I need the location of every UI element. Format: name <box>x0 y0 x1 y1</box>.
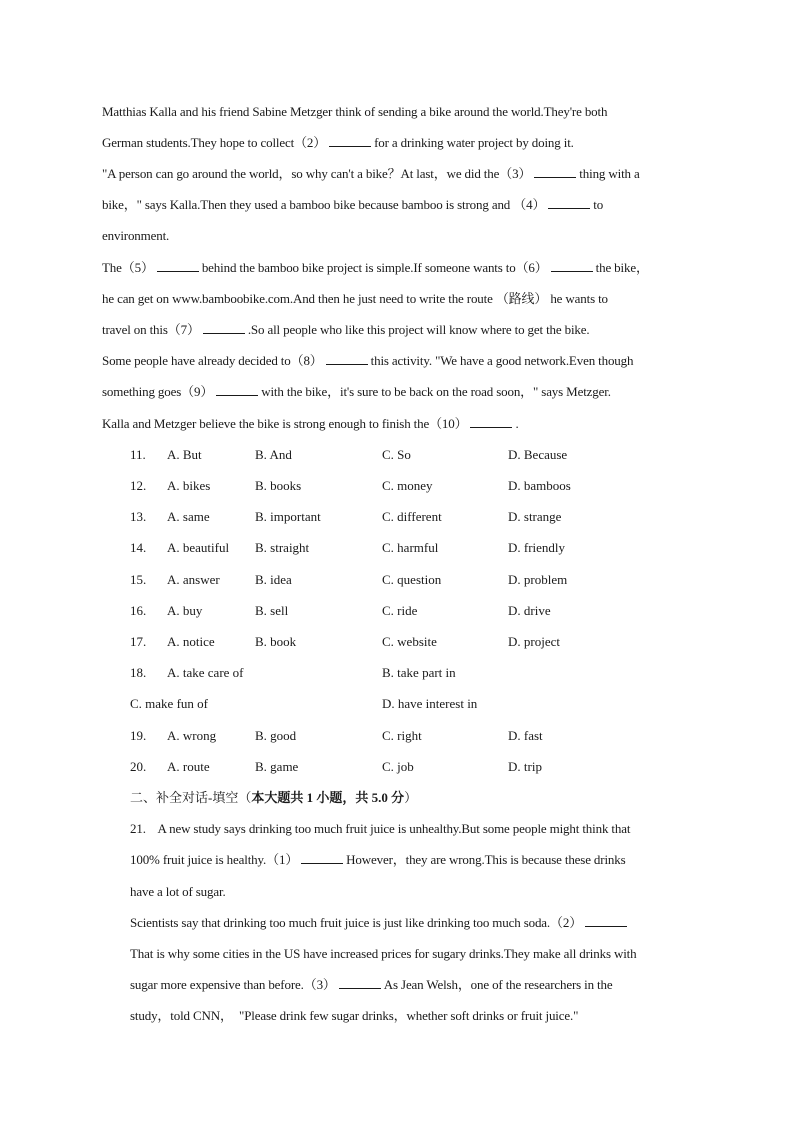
option-b[interactable]: B. good <box>255 728 297 743</box>
option-d[interactable]: D. friendly <box>508 540 566 555</box>
option-d[interactable]: D. problem <box>508 572 568 587</box>
passage-text: this activity. "We have a good network.Even though <box>370 353 634 368</box>
question-number: 12. <box>130 478 147 493</box>
passage-line-5: environment. <box>102 228 170 243</box>
answer-blank-9[interactable] <box>216 384 258 396</box>
option-c[interactable]: C. money <box>382 478 433 493</box>
passage-text: Kalla and Metzger believe the bike is strong enough to finish the（10） <box>102 416 468 431</box>
question-number: 20. <box>130 759 147 774</box>
passage-line-2 <box>102 135 574 151</box>
q21-line-4 <box>130 915 630 931</box>
q21-line-3: have a lot of sugar. <box>130 884 226 899</box>
question-number: 14. <box>130 540 147 555</box>
section-heading-prefix: 二、补全对话-填空（ <box>130 790 252 805</box>
answer-blank-10[interactable] <box>470 416 512 428</box>
option-a[interactable]: A. But <box>167 447 202 462</box>
option-d[interactable]: D. fast <box>508 728 543 743</box>
passage-text: However，they are wrong.This is because these drinks <box>346 852 626 867</box>
passage-text: 100% fruit juice is healthy.（1） <box>130 852 299 867</box>
option-a[interactable]: A. take care of <box>167 665 244 680</box>
option-d[interactable]: D. trip <box>508 759 542 774</box>
passage-text: to <box>593 197 604 212</box>
option-a[interactable]: A. buy <box>167 603 203 618</box>
passage-line-10 <box>102 384 611 400</box>
answer-blank-21-3[interactable] <box>339 977 381 989</box>
passage-line-9 <box>102 353 633 369</box>
option-b[interactable]: B. sell <box>255 603 289 618</box>
option-c[interactable]: C. question <box>382 572 442 587</box>
passage-text: sugar more expensive than before.（3） <box>130 977 336 992</box>
passage-text: "A person can go around the world，so why can't a bike？At last，we did the（3） <box>102 166 532 181</box>
section-heading <box>130 790 417 806</box>
option-d[interactable]: D. drive <box>508 603 551 618</box>
option-c[interactable]: C. job <box>382 759 414 774</box>
option-b[interactable]: B. idea <box>255 572 292 587</box>
answer-blank-6[interactable] <box>551 260 593 272</box>
passage-line-7: he can get on www.bamboobike.com.And then he just need to write the route （路线） he wants to <box>102 291 608 306</box>
answer-blank-7[interactable] <box>203 322 245 334</box>
question-number: 15. <box>130 572 147 587</box>
option-a[interactable]: A. wrong <box>167 728 217 743</box>
option-c[interactable]: C. right <box>382 728 422 743</box>
passage-text: the bike， <box>595 260 649 275</box>
passage-line-11 <box>102 416 519 432</box>
passage-text: Some people have already decided to（8） <box>102 353 323 368</box>
passage-text: .So all people who like this project will know where to get the bike. <box>247 322 590 337</box>
option-b[interactable]: B. game <box>255 759 299 774</box>
option-a[interactable]: A. beautiful <box>167 540 230 555</box>
passage-text: The（5） <box>102 260 154 275</box>
option-b[interactable]: B. important <box>255 509 321 524</box>
q21-line-2 <box>130 852 626 868</box>
q21-line-1: 21. A new study says drinking too much fruit juice is unhealthy.But some people might think that <box>130 821 631 836</box>
option-b[interactable]: B. And <box>255 447 292 462</box>
passage-text: something goes（9） <box>102 384 214 399</box>
question-number: 16. <box>130 603 147 618</box>
option-d[interactable]: D. bamboos <box>508 478 571 493</box>
option-a[interactable]: A. notice <box>167 634 215 649</box>
option-c[interactable]: C. website <box>382 634 437 649</box>
question-number: 19. <box>130 728 147 743</box>
option-a[interactable]: A. same <box>167 509 210 524</box>
passage-line-1: Matthias Kalla and his friend Sabine Metzger think of sending a bike around the world.They're both <box>102 104 608 119</box>
q21-line-7: study，told CNN， "Please drink few sugar drinks，whether soft drinks or fruit juice." <box>130 1008 579 1023</box>
passage-line-8 <box>102 322 590 338</box>
option-d[interactable]: D. Because <box>508 447 568 462</box>
option-b[interactable]: B. straight <box>255 540 310 555</box>
option-c[interactable]: C. different <box>382 509 442 524</box>
answer-blank-5[interactable] <box>157 260 199 272</box>
option-d[interactable]: D. have interest in <box>382 696 478 711</box>
passage-line-4 <box>102 197 603 213</box>
passage-text: travel on this（7） <box>102 322 200 337</box>
passage-text: German students.They hope to collect（2） <box>102 135 327 150</box>
option-b[interactable]: B. books <box>255 478 302 493</box>
option-c[interactable]: C. make fun of <box>130 696 208 711</box>
answer-blank-8[interactable] <box>326 353 368 365</box>
option-b[interactable]: B. book <box>255 634 297 649</box>
question-number: 13. <box>130 509 147 524</box>
option-b[interactable]: B. take part in <box>382 665 456 680</box>
passage-text: behind the bamboo bike project is simple.If someone wants to（6） <box>201 260 548 275</box>
answer-blank-4[interactable] <box>548 197 590 209</box>
option-c[interactable]: C. So <box>382 447 411 462</box>
question-number: 11. <box>130 447 146 462</box>
option-c[interactable]: C. harmful <box>382 540 439 555</box>
passage-text: Scientists say that drinking too much fruit juice is just like drinking too much soda.（2） <box>130 915 583 930</box>
answer-blank-2[interactable] <box>329 135 371 147</box>
option-c[interactable]: C. ride <box>382 603 418 618</box>
option-d[interactable]: D. strange <box>508 509 562 524</box>
answer-blank-21-1[interactable] <box>301 852 343 864</box>
option-a[interactable]: A. route <box>167 759 210 774</box>
question-number: 17. <box>130 634 147 649</box>
passage-text: bike，" says Kalla.Then they used a bamboo bike because bamboo is strong and （4） <box>102 197 546 212</box>
option-a[interactable]: A. answer <box>167 572 220 587</box>
answer-blank-3[interactable] <box>534 166 576 178</box>
q21-line-6 <box>130 977 613 993</box>
passage-line-6 <box>102 260 649 276</box>
passage-text: with the bike，it's sure to be back on the road soon，" says Metzger. <box>261 384 611 399</box>
passage-text: . <box>515 416 519 431</box>
option-d[interactable]: D. project <box>508 634 560 649</box>
passage-text: for a drinking water project by doing it. <box>374 135 574 150</box>
section-heading-bold: 本大题共 1 小题，共 5.0 分 <box>251 790 405 805</box>
passage-line-3 <box>102 166 640 182</box>
section-heading-suffix: ） <box>404 790 418 805</box>
passage-text: thing with a <box>579 166 640 181</box>
answer-blank-21-2[interactable] <box>585 915 627 927</box>
question-number: 18. <box>130 665 147 680</box>
q21-line-5: That is why some cities in the US have increased prices for sugary drinks.They make all drinks with <box>130 946 637 961</box>
option-a[interactable]: A. bikes <box>167 478 211 493</box>
passage-text: As Jean Welsh，one of the researchers in the <box>383 977 613 992</box>
